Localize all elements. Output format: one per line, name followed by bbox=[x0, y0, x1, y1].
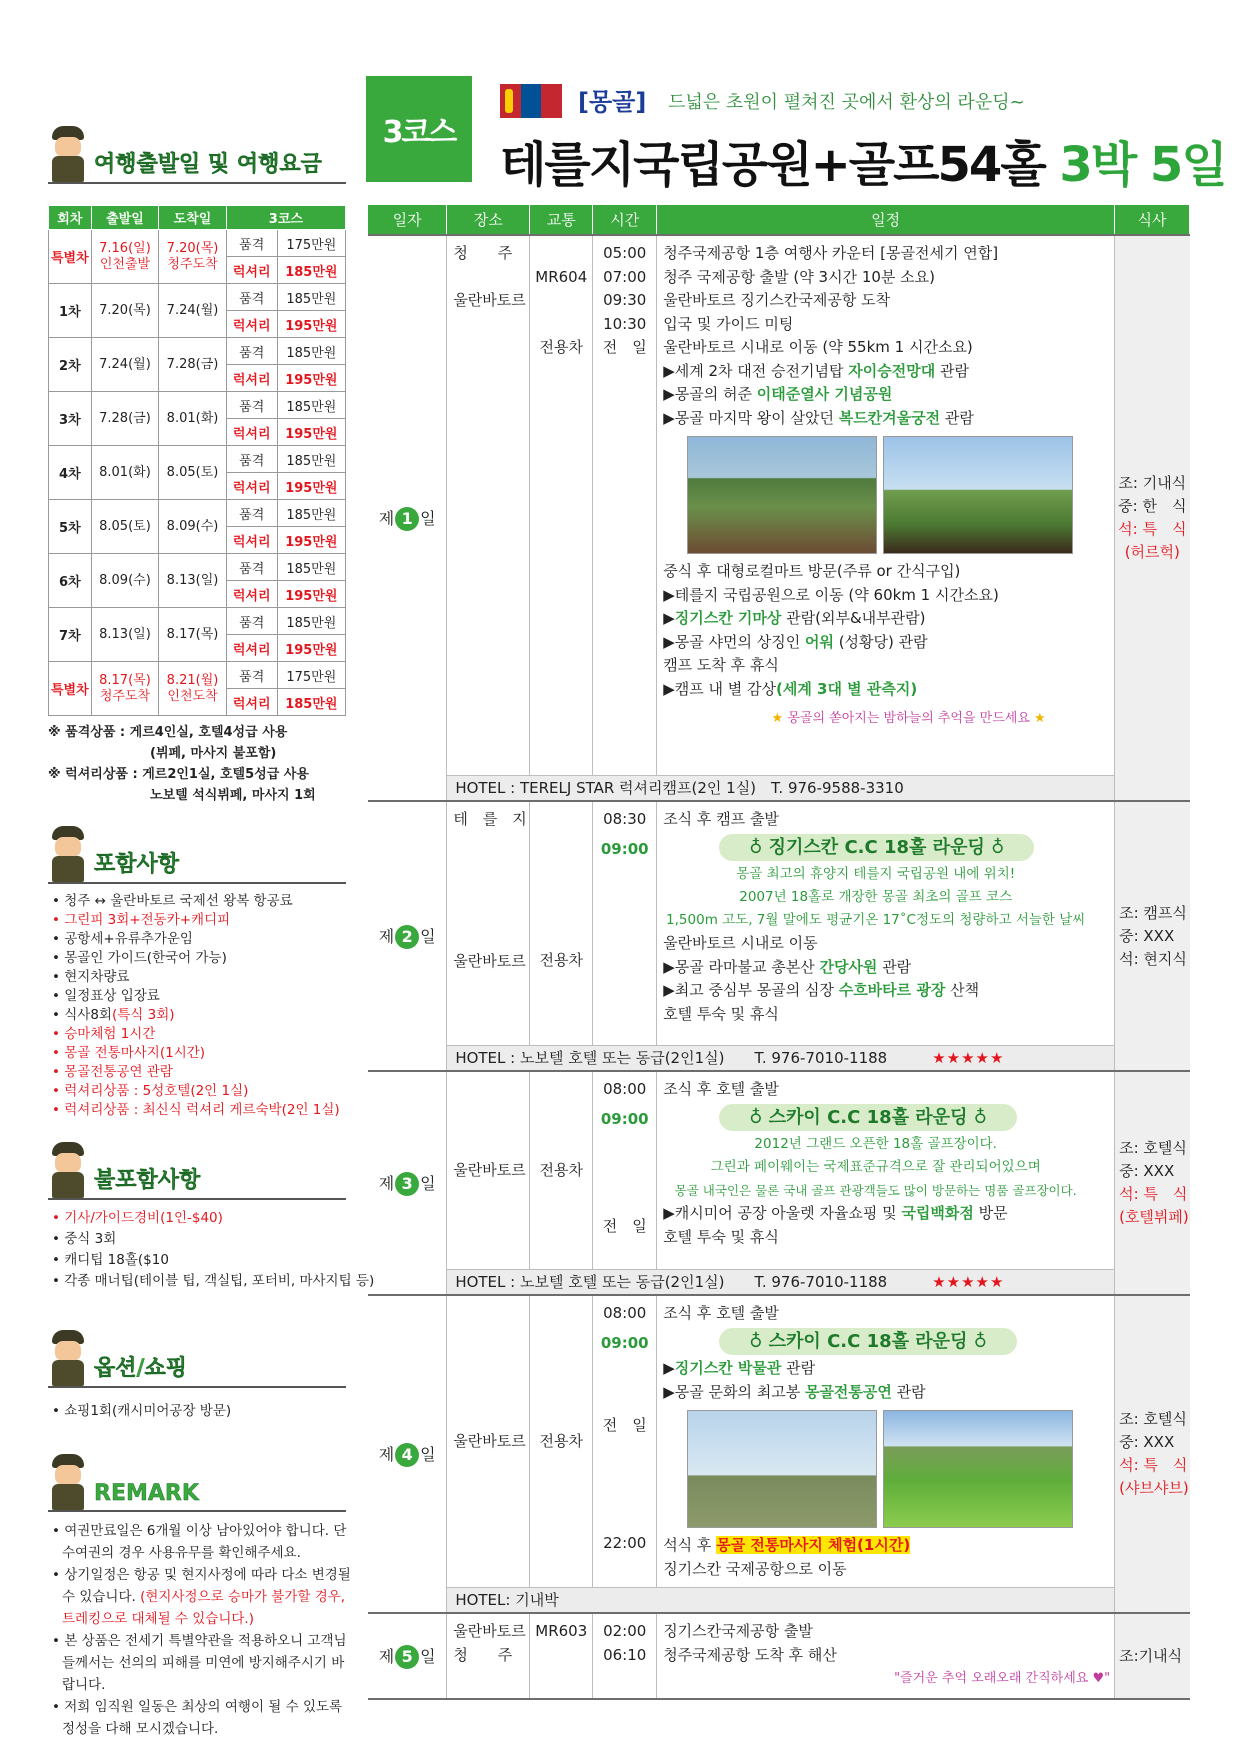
included-item: • 청주 ↔ 울란바토르 국제선 왕복 항공료 bbox=[52, 892, 340, 911]
fare-lux-label: 럭셔리 bbox=[226, 581, 277, 608]
mascot-icon bbox=[48, 124, 88, 182]
day5-transport: MR603 bbox=[530, 1613, 593, 1699]
fare-std-price: 185만원 bbox=[277, 554, 345, 581]
fare-round: 5차 bbox=[49, 500, 92, 554]
remark-item: • 상기일정은 항공 및 현지사정에 따라 다소 변경될 수 있습니다. (현지사정으로 승마가 불가할 경우, 트레킹으로 대체될 수 있습니다.) bbox=[52, 1564, 352, 1630]
fare-departure: 8.01(화) bbox=[91, 446, 159, 500]
day1-transport: MR604 전용차 bbox=[530, 235, 593, 775]
fare-note-1: ※ 품격상품 : 게르4인실, 호텔4성급 사용 bbox=[48, 725, 288, 740]
title-nights: 3박 bbox=[1059, 137, 1136, 193]
excluded-item: • 중식 3회 bbox=[52, 1229, 374, 1250]
day2-golf-badge: ♁ 징기스칸 C.C 18홀 라운딩 ♁ bbox=[719, 834, 1034, 862]
included-item: • 현지차량료 bbox=[52, 968, 340, 987]
fare-departure: 7.16(일) 인천출발 bbox=[91, 230, 159, 284]
day-row-5 bbox=[368, 1613, 1190, 1699]
fare-arrival: 7.24(월) bbox=[159, 284, 227, 338]
day3-places: 울란바토르 bbox=[447, 1071, 530, 1269]
options-list bbox=[52, 1402, 231, 1421]
options-section-title: 옵션/쇼핑 bbox=[94, 1356, 188, 1381]
fare-lux-price: 195만원 bbox=[277, 419, 345, 446]
day3-golf-badge: ♁ 스카이 C.C 18홀 라운딩 ♁ bbox=[719, 1104, 1017, 1132]
option-item: • 쇼핑1회(캐시미어공장 방문) bbox=[52, 1402, 231, 1421]
fare-lux-label: 럭셔리 bbox=[226, 419, 277, 446]
divider bbox=[48, 1386, 346, 1388]
fare-row bbox=[49, 338, 346, 365]
fare-std-label: 품격 bbox=[226, 662, 277, 689]
fare-departure: 8.05(토) bbox=[91, 500, 159, 554]
remark-item: • 저희 임직원 일동은 최상의 여행이 될 수 있도록 정성을 다해 모시겠습니다. bbox=[52, 1696, 352, 1740]
day5-motto: "즐거운 추억 오래오래 간직하세요 ♥" bbox=[894, 1671, 1111, 1686]
fare-header-arr: 도착일 bbox=[159, 206, 227, 230]
country-label: [몽골] bbox=[578, 88, 647, 116]
day2-transport: 전용차 bbox=[530, 801, 593, 1045]
mascot-icon bbox=[48, 1452, 88, 1510]
day1-schedule: 청주국제공항 1층 여행사 카운터 [몽골전세기 연합] 청주 국제공항 출발 (약 3시간 10분 소요) 울란바토르 징기스칸국제공항 도착 입국 및 가이드 미팅 울란바토르 시내로 이동 (약 55km 1 시간소요) ▶세계 2차 대전 승전기념탑 자이승전망대 관람 ▶몽골의 허준 이태준열사 기념공원 ▶몽골 마지막 왕이 살았던 복드칸겨울궁전 관람 중식 후 대형로컬마트 방문(주류 or 간식구입) ▶테를지 국립공원으로 이동 (약 60km 1 시간소요) ▶징기스칸 기마상 관람(외부&내부관람) ▶몽골 샤먼의 상징인 어워 (성황당) 관람 캠프 도착 후 휴식 ▶캠프 내 별 감상(세계 3대 별 관측지) ★ 몽골의 쏟아지는 밤하늘의 추억을 만드세요 ★ bbox=[657, 235, 1115, 775]
included-section-header bbox=[48, 824, 179, 882]
excluded-item: • 기사/가이드경비(1인-$40) bbox=[52, 1208, 374, 1229]
day4-hotel: HOTEL: 기내박 bbox=[447, 1587, 1115, 1613]
fare-round: 3차 bbox=[49, 392, 92, 446]
fare-row bbox=[49, 392, 346, 419]
divider bbox=[48, 182, 346, 184]
day4-hotel-row bbox=[368, 1587, 1190, 1613]
fare-std-label: 품격 bbox=[226, 230, 277, 257]
remark-item: • 여권만료일은 6개월 이상 남아있어야 합니다. 단수여권의 경우 사용유무를 확인해주세요. bbox=[52, 1520, 352, 1564]
palace-photo bbox=[687, 436, 877, 554]
day-row-3 bbox=[368, 1071, 1190, 1269]
fare-round: 2차 bbox=[49, 338, 92, 392]
included-item: • 몽골 전통마사지(1시간) bbox=[52, 1044, 340, 1063]
fare-round: 4차 bbox=[49, 446, 92, 500]
day-row-1 bbox=[368, 235, 1190, 775]
fare-arrival: 8.21(월) 인천도착 bbox=[159, 662, 227, 716]
mascot-icon bbox=[48, 1328, 88, 1386]
fare-std-label: 품격 bbox=[226, 284, 277, 311]
excluded-section-title: 불포함사항 bbox=[94, 1168, 201, 1193]
fare-round: 특별차 bbox=[49, 230, 92, 284]
day4-meals: 조: 호텔식 중: XXX 석: 특 식 (샤브샤브) bbox=[1115, 1295, 1190, 1613]
day1-hotel: HOTEL : TERELJ STAR 럭셔리캠프(2인 1실) T. 976-9588-3310 bbox=[447, 775, 1115, 801]
mascot-icon bbox=[48, 824, 88, 882]
page-title bbox=[500, 126, 1226, 195]
fare-arrival: 8.01(화) bbox=[159, 392, 227, 446]
day1-hotel-row bbox=[368, 775, 1190, 801]
included-item: • 몽골인 가이드(한국어 가능) bbox=[52, 949, 340, 968]
included-item: • 럭셔리상품 : 최신식 럭셔리 게르숙박(2인 1실) bbox=[52, 1101, 340, 1120]
fare-lux-label: 럭셔리 bbox=[226, 527, 277, 554]
mascot-icon bbox=[48, 1140, 88, 1198]
fare-arrival: 7.20(목) 청주도착 bbox=[159, 230, 227, 284]
fare-note-4: 노보텔 석식뷔페, 마사지 1회 bbox=[150, 788, 316, 803]
tagline: 드넓은 초원이 펼쳐진 곳에서 환상의 라운딩~ bbox=[668, 92, 1025, 113]
fare-std-price: 185만원 bbox=[277, 338, 345, 365]
fare-table bbox=[48, 205, 346, 716]
fare-lux-price: 195만원 bbox=[277, 311, 345, 338]
fare-arrival: 8.17(목) bbox=[159, 608, 227, 662]
included-item: • 식사8회(특식 3회) bbox=[52, 1006, 340, 1025]
remark-section-title: REMARK bbox=[94, 1481, 199, 1506]
day3-meals: 조: 호텔식 중: XXX 석: 특 식 (호텔뷔페) bbox=[1115, 1071, 1190, 1295]
excluded-list bbox=[52, 1208, 374, 1292]
fare-departure: 8.13(일) bbox=[91, 608, 159, 662]
excluded-section-header bbox=[48, 1140, 200, 1198]
fare-std-label: 품격 bbox=[226, 500, 277, 527]
fare-round: 특별차 bbox=[49, 662, 92, 716]
day5-schedule: 징기스칸국제공항 출발 청주국제공항 도착 후 해산 "즐거운 추억 오래오래 간직하세요 ♥" bbox=[657, 1613, 1115, 1699]
remark-section-header bbox=[48, 1452, 199, 1510]
day-label-5: 제 5 일 bbox=[368, 1613, 447, 1699]
fare-header-course: 3코스 bbox=[226, 206, 345, 230]
itin-header-schedule: 일정 bbox=[657, 205, 1115, 235]
fare-lux-price: 185만원 bbox=[277, 257, 345, 284]
day2-places: 테 를 지 울란바토르 bbox=[447, 801, 530, 1045]
mongolia-flag-icon bbox=[500, 84, 562, 118]
day-row-2 bbox=[368, 801, 1190, 1045]
remark-item: • 본 상품은 전세기 특별약관을 적용하오니 고객님들께서는 선의의 피해를 미연에 방지해주시기 바랍니다. bbox=[52, 1630, 352, 1696]
fare-lux-price: 185만원 bbox=[277, 689, 345, 716]
included-item: • 공항세+유류추가운임 bbox=[52, 930, 340, 949]
fare-row bbox=[49, 554, 346, 581]
fare-row bbox=[49, 608, 346, 635]
included-section-title: 포함사항 bbox=[94, 852, 180, 877]
day4-photos bbox=[663, 1404, 1114, 1534]
fare-std-label: 품격 bbox=[226, 554, 277, 581]
fare-departure: 7.28(금) bbox=[91, 392, 159, 446]
fare-arrival: 8.13(일) bbox=[159, 554, 227, 608]
fare-lux-label: 럭셔리 bbox=[226, 365, 277, 392]
day2-times: 08:30 09:00 bbox=[593, 801, 657, 1045]
day1-photos bbox=[663, 430, 1114, 560]
fare-lux-label: 럭셔리 bbox=[226, 473, 277, 500]
fare-arrival: 8.05(토) bbox=[159, 446, 227, 500]
fare-std-price: 175만원 bbox=[277, 662, 345, 689]
day1-motto: ★ 몽골의 쏟아지는 밤하늘의 추억을 만드세요 ★ bbox=[771, 711, 1046, 726]
fare-row bbox=[49, 662, 346, 689]
fare-lux-label: 럭셔리 bbox=[226, 311, 277, 338]
title-days: 5일 bbox=[1149, 137, 1226, 193]
fare-std-label: 품격 bbox=[226, 608, 277, 635]
day2-hotel: HOTEL : 노보텔 호텔 또는 동급(2인1실) T. 976-7010-1188 ★★★★★ bbox=[447, 1045, 1115, 1071]
day3-times: 08:00 09:00 전 일 bbox=[593, 1071, 657, 1269]
day4-times: 08:00 09:00 전 일 22:00 bbox=[593, 1295, 657, 1587]
fare-round: 7차 bbox=[49, 608, 92, 662]
day2-hotel-row bbox=[368, 1045, 1190, 1071]
day2-meals: 조: 캠프식 중: XXX 석: 현지식 bbox=[1115, 801, 1190, 1071]
day-row-4 bbox=[368, 1295, 1190, 1587]
itin-header-date: 일자 bbox=[368, 205, 447, 235]
fare-std-label: 품격 bbox=[226, 392, 277, 419]
day5-places: 울란바토르 청 주 bbox=[447, 1613, 530, 1699]
golfer-photo bbox=[687, 1410, 877, 1528]
horse-riding-photo bbox=[883, 436, 1073, 554]
fare-section-title: 여행출발일 및 여행요금 bbox=[94, 152, 322, 177]
divider bbox=[48, 882, 346, 884]
remark-list bbox=[52, 1520, 352, 1740]
day-label-1: 제 1 일 bbox=[368, 235, 447, 801]
day4-schedule: 조식 후 호텔 출발 ♁ 스카이 C.C 18홀 라운딩 ♁ ▶징기스칸 박물관 관람 ▶몽골 문화의 최고봉 몽골전통공연 관람 석식 후 몽골 전통마사지 체험(1시간) 징기스칸 국제공항으로 이동 bbox=[657, 1295, 1115, 1587]
day-label-4: 제 4 일 bbox=[368, 1295, 447, 1613]
fare-departure: 7.24(월) bbox=[91, 338, 159, 392]
excluded-item: • 캐디팁 18홀($10 bbox=[52, 1250, 374, 1271]
fare-row bbox=[49, 500, 346, 527]
fare-arrival: 7.28(금) bbox=[159, 338, 227, 392]
included-item: • 럭셔리상품 : 5성호텔(2인 1실) bbox=[52, 1082, 340, 1101]
day4-golf-badge: ♁ 스카이 C.C 18홀 라운딩 ♁ bbox=[719, 1328, 1017, 1356]
fare-departure: 8.17(목) 청주도착 bbox=[91, 662, 159, 716]
included-list bbox=[52, 892, 340, 1120]
fare-std-price: 185만원 bbox=[277, 608, 345, 635]
options-section-header bbox=[48, 1328, 187, 1386]
itin-header-place: 장소 bbox=[447, 205, 530, 235]
fare-departure: 7.20(목) bbox=[91, 284, 159, 338]
day1-places: 청 주 울란바토르 bbox=[447, 235, 530, 775]
fare-lux-label: 럭셔리 bbox=[226, 689, 277, 716]
fare-lux-price: 195만원 bbox=[277, 473, 345, 500]
fare-round: 1차 bbox=[49, 284, 92, 338]
fare-row bbox=[49, 230, 346, 257]
included-item: • 일정표상 입장료 bbox=[52, 987, 340, 1006]
fare-lux-label: 럭셔리 bbox=[226, 257, 277, 284]
day1-meals: 조: 기내식 중: 한 식 석: 특 식 (허르헉) bbox=[1115, 235, 1190, 801]
included-item: • 승마체험 1시간 bbox=[52, 1025, 340, 1044]
fare-lux-price: 195만원 bbox=[277, 365, 345, 392]
fare-departure: 8.09(수) bbox=[91, 554, 159, 608]
day5-times: 02:00 06:10 bbox=[593, 1613, 657, 1699]
fare-header-round: 회차 bbox=[49, 206, 92, 230]
golf-course-photo bbox=[883, 1410, 1073, 1528]
itin-header-time: 시간 bbox=[593, 205, 657, 235]
included-item: • 그린피 3회+전동카+캐디피 bbox=[52, 911, 340, 930]
fare-round: 6차 bbox=[49, 554, 92, 608]
fare-std-price: 185만원 bbox=[277, 392, 345, 419]
excluded-item: • 각종 매너팁(테이블 팁, 객실팁, 포터비, 마사지팁 등) bbox=[52, 1271, 374, 1292]
fare-std-price: 185만원 bbox=[277, 500, 345, 527]
fare-std-label: 품격 bbox=[226, 338, 277, 365]
fare-std-price: 175만원 bbox=[277, 230, 345, 257]
fare-lux-price: 195만원 bbox=[277, 635, 345, 662]
title-main: 테를지국립공원+골프54홀 bbox=[500, 137, 1045, 193]
day-label-3: 제 3 일 bbox=[368, 1071, 447, 1295]
itinerary-table bbox=[368, 205, 1190, 1700]
fare-lux-price: 195만원 bbox=[277, 527, 345, 554]
divider bbox=[48, 1198, 346, 1200]
itin-header-transport: 교통 bbox=[530, 205, 593, 235]
fare-row bbox=[49, 446, 346, 473]
divider bbox=[48, 1510, 346, 1512]
included-item: • 몽골전통공연 관람 bbox=[52, 1063, 340, 1082]
fare-note-2: (뷔페, 마사지 불포함) bbox=[150, 746, 277, 761]
fare-row bbox=[49, 284, 346, 311]
fare-header-dep: 출발일 bbox=[91, 206, 159, 230]
fare-section-header bbox=[48, 124, 322, 182]
course-label: 3코스 bbox=[366, 76, 472, 182]
day1-times: 05:00 07:00 09:30 10:30 전 일 bbox=[593, 235, 657, 775]
day2-schedule: 조식 후 캠프 출발 ♁ 징기스칸 C.C 18홀 라운딩 ♁ 몽골 최고의 휴양지 테를지 국립공원 내에 위치! 2007년 18홀로 개장한 몽골 최초의 골프 코스 1,500m 고도, 7월 말에도 평균기온 17˚C정도의 청량하고 서늘한 날씨 울란바토르 시내로 이동 ▶몽골 라마불교 총본산 간당사원 관람 ▶최고 중심부 몽골의 심장 수흐바타르 광장 산책 호텔 투숙 및 휴식 bbox=[657, 801, 1115, 1045]
fare-lux-label: 럭셔리 bbox=[226, 635, 277, 662]
day3-hotel-row bbox=[368, 1269, 1190, 1295]
day3-hotel: HOTEL : 노보텔 호텔 또는 동급(2인1실) T. 976-7010-1188 ★★★★★ bbox=[447, 1269, 1115, 1295]
day-label-2: 제 2 일 bbox=[368, 801, 447, 1071]
day4-places: 울란바토르 bbox=[447, 1295, 530, 1587]
fare-std-price: 185만원 bbox=[277, 446, 345, 473]
fare-arrival: 8.09(수) bbox=[159, 500, 227, 554]
day5-meals: 조:기내식 bbox=[1115, 1613, 1190, 1699]
day3-transport: 전용차 bbox=[530, 1071, 593, 1269]
day4-transport: 전용차 bbox=[530, 1295, 593, 1587]
fare-std-label: 품격 bbox=[226, 446, 277, 473]
fare-note-3: ※ 럭셔리상품 : 게르2인1실, 호텔5성급 사용 bbox=[48, 767, 309, 782]
day3-schedule: 조식 후 호텔 출발 ♁ 스카이 C.C 18홀 라운딩 ♁ 2012년 그랜드 오픈한 18홀 골프장이다. 그린과 페이웨이는 국제표준규격으로 잘 관리되어있으며 몽골 내국인은 물론 국내 골프 관광객들도 많이 방문하는 명품 골프장이다. ▶캐시미어 공장 아울렛 자율쇼핑 및 국립백화점 방문 호텔 투숙 및 휴식 bbox=[657, 1071, 1115, 1269]
itin-header-meals: 식사 bbox=[1115, 205, 1190, 235]
fare-std-price: 185만원 bbox=[277, 284, 345, 311]
fare-lux-price: 195만원 bbox=[277, 581, 345, 608]
